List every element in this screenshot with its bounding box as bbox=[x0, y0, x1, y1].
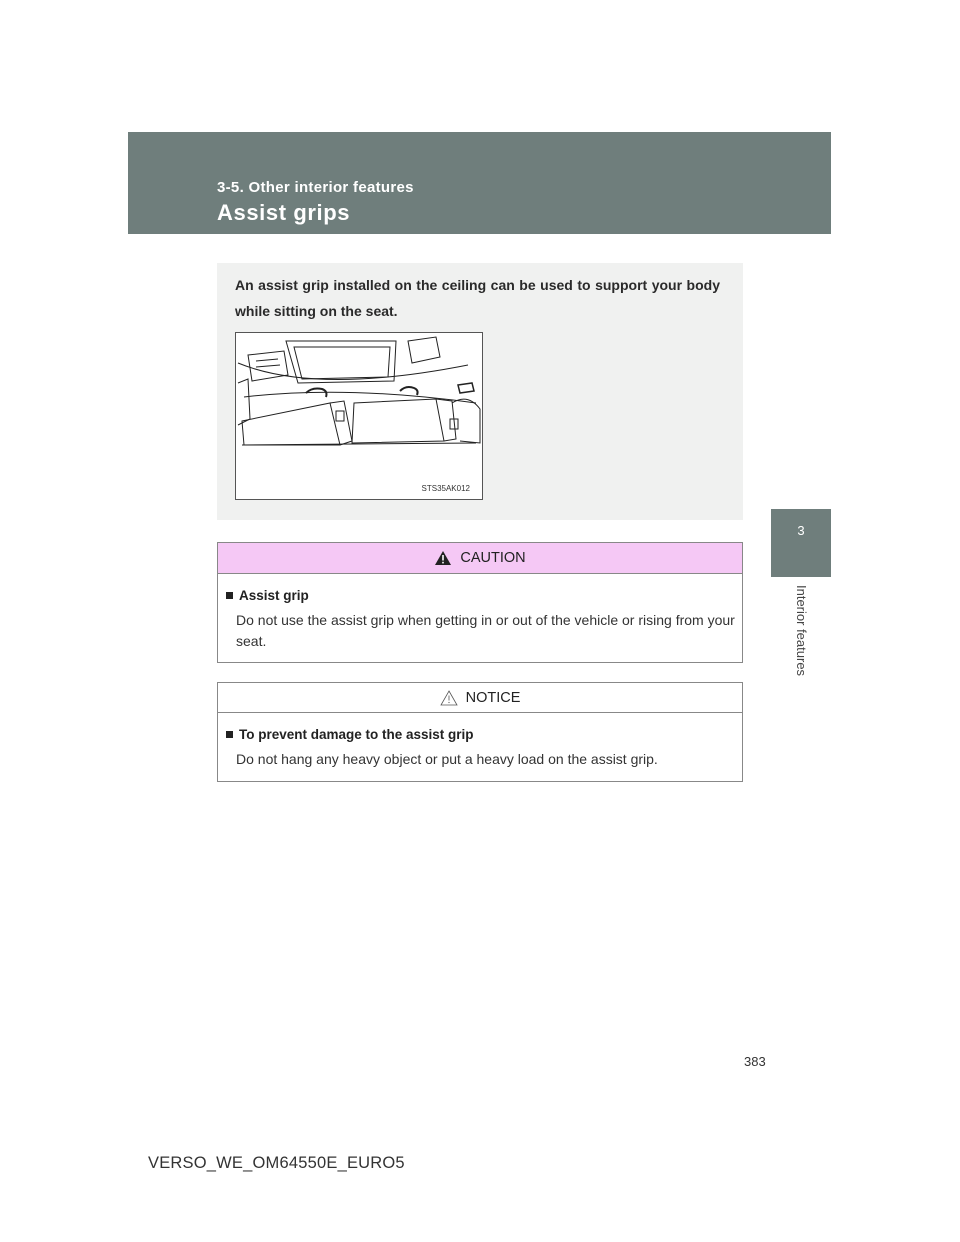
page-title: Assist grips bbox=[217, 200, 351, 225]
caution-item-title bbox=[226, 588, 742, 603]
notice-header bbox=[218, 683, 742, 713]
caution-item-title-text: Assist grip bbox=[239, 588, 309, 603]
chapter-tab bbox=[771, 509, 831, 577]
notice-heading: NOTICE bbox=[465, 689, 521, 706]
intro-box bbox=[217, 263, 743, 520]
square-bullet-icon bbox=[226, 592, 233, 599]
caution-header bbox=[218, 543, 742, 574]
page-number: 383 bbox=[744, 1054, 766, 1069]
square-bullet-icon bbox=[226, 731, 233, 738]
section-header bbox=[128, 132, 831, 234]
figure-code: STS35AK012 bbox=[421, 484, 470, 493]
assist-grip-illustration bbox=[235, 332, 483, 500]
section-label: 3-5. Other interior features bbox=[217, 179, 414, 196]
car-interior-drawing bbox=[236, 333, 482, 499]
warning-filled-icon bbox=[434, 550, 452, 566]
chapter-label: Interior features bbox=[794, 585, 809, 677]
caution-item-body: Do not use the assist grip when getting in or out of the vehicle or rising from your seat. bbox=[236, 612, 735, 649]
notice-item-title-text: To prevent damage to the assist grip bbox=[239, 727, 474, 742]
warning-outline-icon bbox=[440, 690, 458, 706]
intro-text: An assist grip installed on the ceiling can be used to support your body while sitting on the seat. bbox=[235, 277, 720, 319]
notice-item-title bbox=[226, 727, 742, 742]
chapter-number: 3 bbox=[797, 523, 805, 538]
notice-item-body: Do not hang any heavy object or put a heavy load on the assist grip. bbox=[236, 751, 658, 767]
notice-box bbox=[217, 682, 743, 782]
caution-box bbox=[217, 542, 743, 663]
caution-heading: CAUTION bbox=[460, 550, 526, 566]
document-code: VERSO_WE_OM64550E_EURO5 bbox=[148, 1154, 405, 1172]
